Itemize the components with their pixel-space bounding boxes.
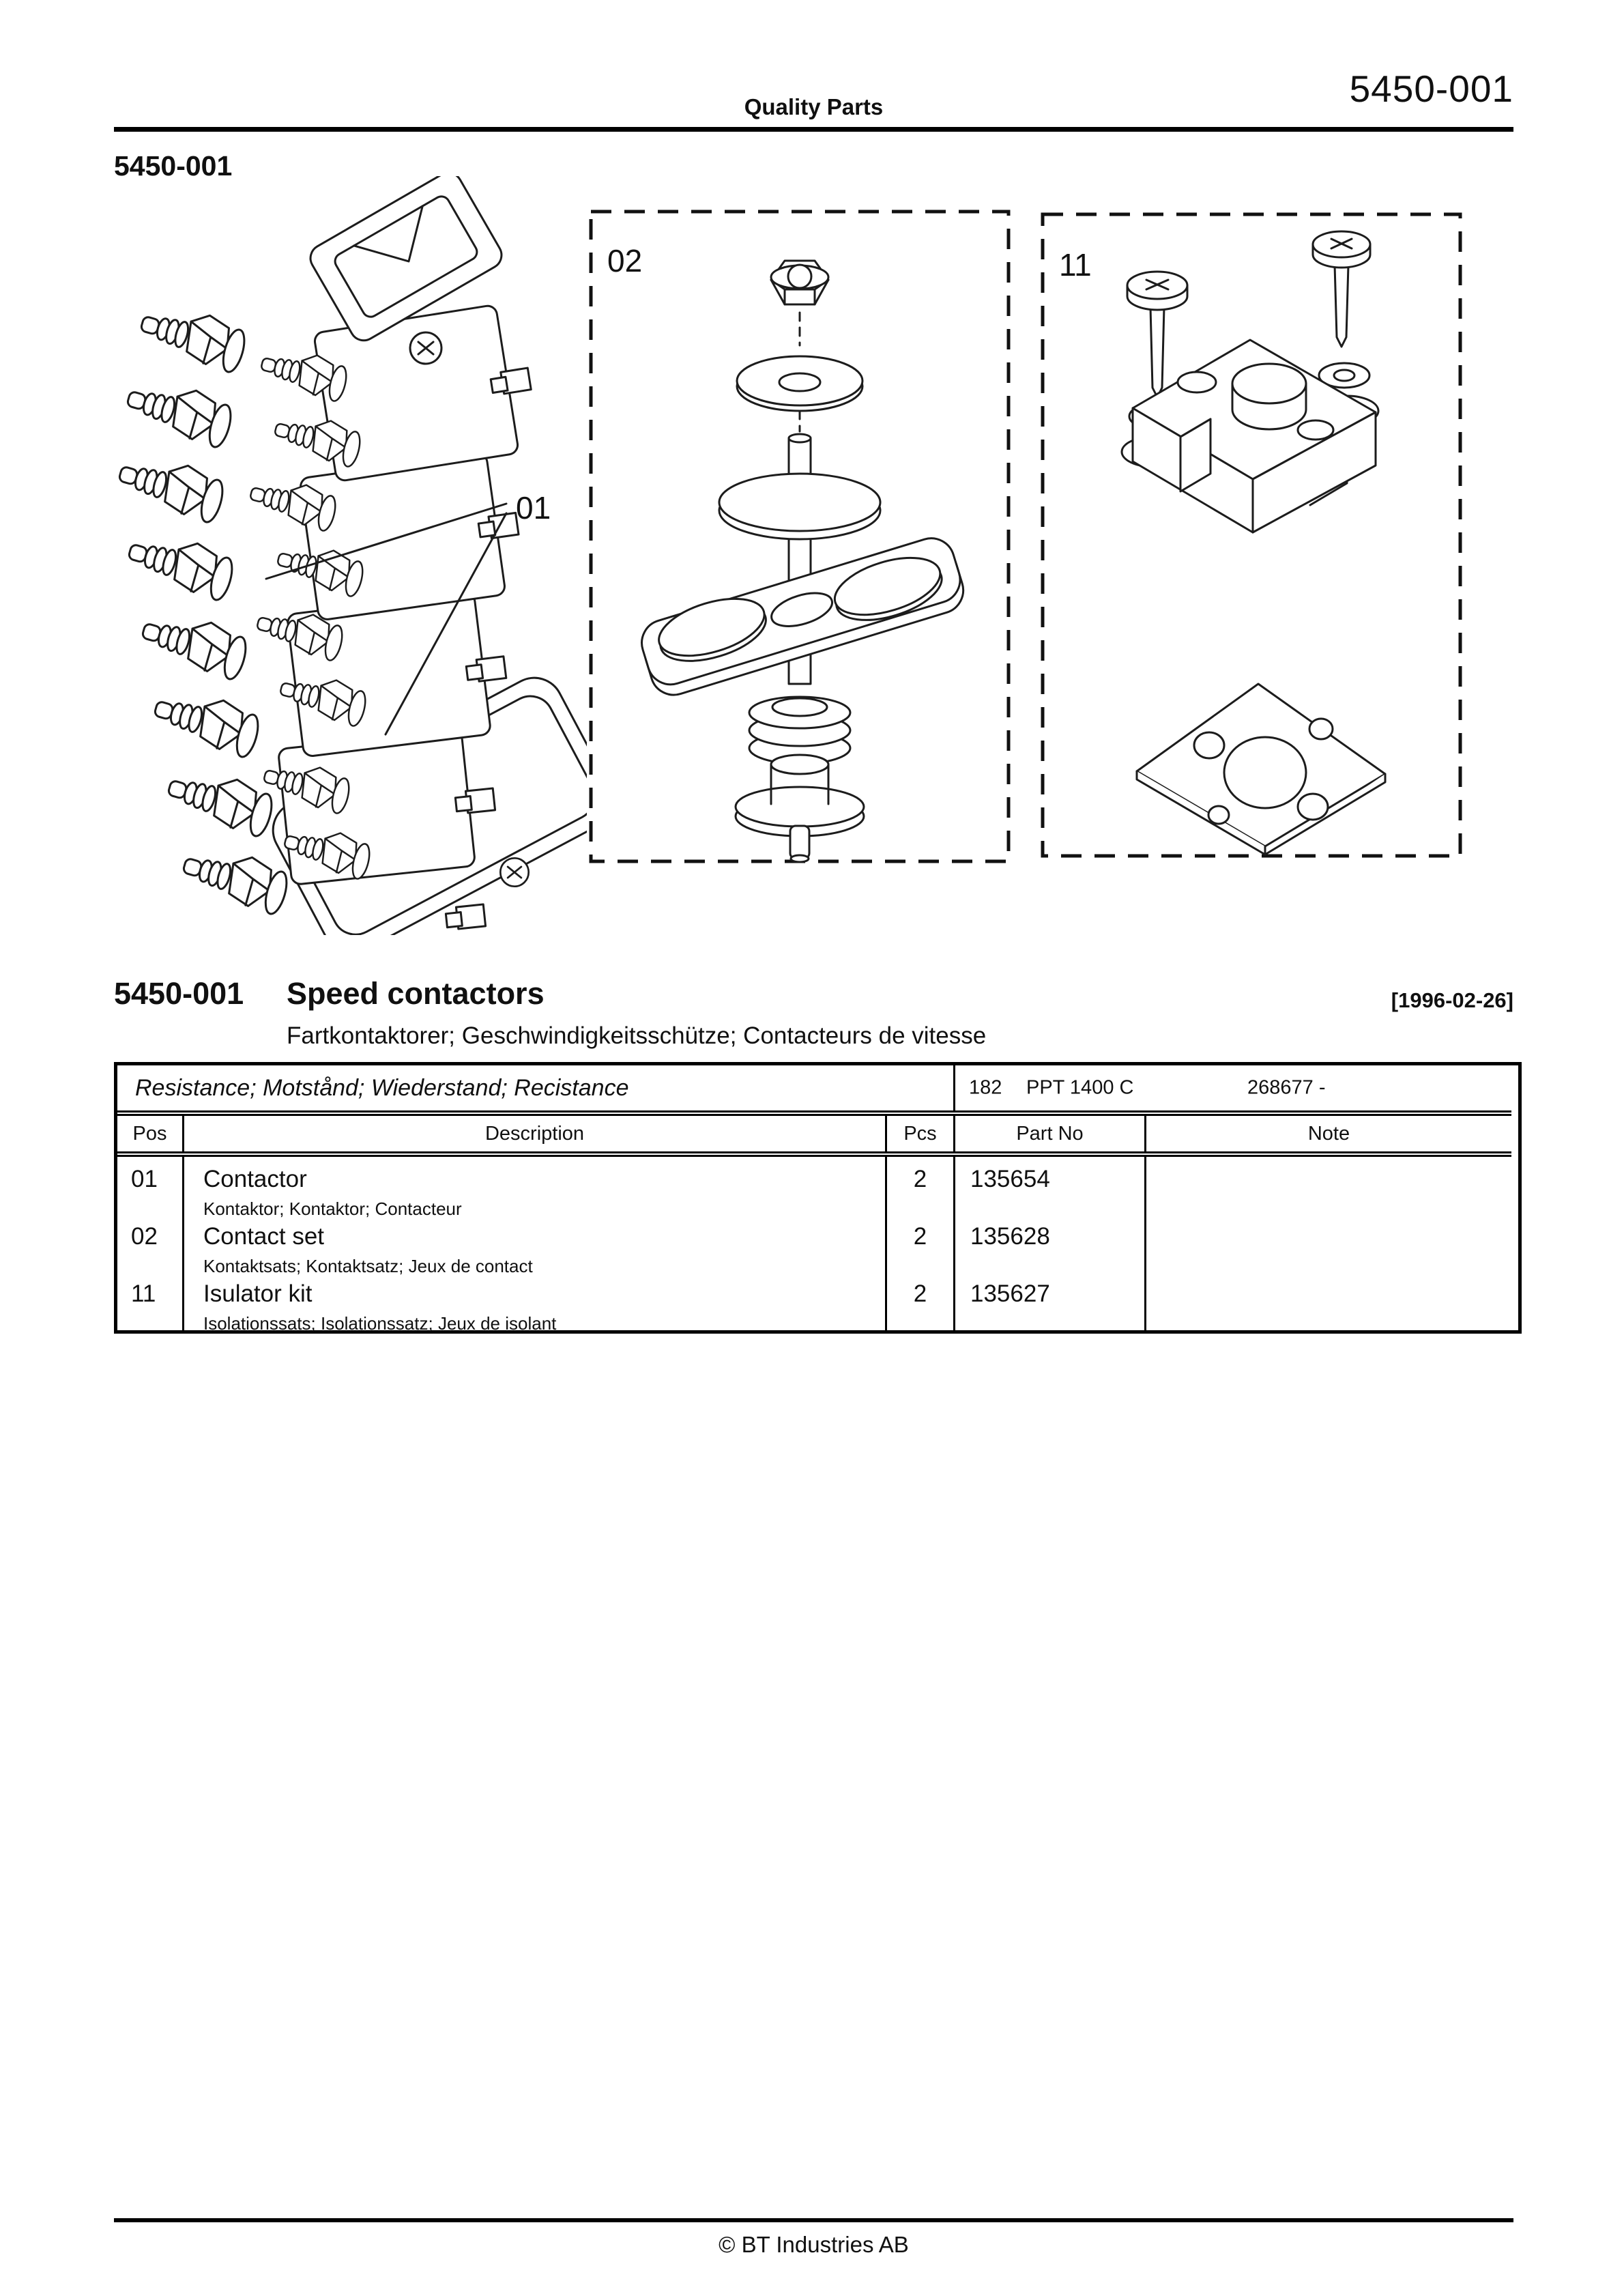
header-rule (114, 127, 1513, 132)
description-main: Contact set (203, 1223, 325, 1250)
body-screw-icon (410, 332, 441, 364)
description-translations: Isolationssats; Isolationssatz; Jeux de isolant (203, 1313, 557, 1334)
column-header-pos: Pos (132, 1122, 167, 1145)
description-translations: Kontaktor; Kontaktor; Contacteur (203, 1199, 462, 1219)
contact-bellows (749, 697, 850, 764)
table-variant: Resistance; Motstånd; Wiederstand; Recistance (135, 1074, 629, 1101)
figure-detail-box-02 (588, 209, 1011, 864)
row-part-no: 135627 (953, 1272, 1144, 1330)
callout-11-label: 11 (1059, 247, 1092, 283)
figure-contactor-assembly (102, 176, 587, 935)
machine-model: PPT 1400 C (1026, 1076, 1134, 1099)
row-description (182, 1157, 885, 1219)
machine-code: 182 (969, 1076, 1002, 1099)
column-header-pcs: Pcs (885, 1116, 953, 1151)
section-date: [1996-02-26] (1391, 988, 1513, 1012)
row-pcs: 2 (885, 1272, 953, 1330)
row-pcs: 2 (885, 1157, 953, 1214)
row-description (182, 1214, 885, 1276)
row-description (182, 1272, 885, 1334)
contact-disc (719, 474, 880, 539)
serial-range: 268677 - (1247, 1076, 1326, 1099)
footer-copyright: © BT Industries AB (719, 2232, 909, 2257)
parts-table (114, 1062, 1522, 1334)
isolator-gasket (1137, 684, 1385, 855)
section-title: Speed contactors (287, 976, 545, 1011)
row-note (1144, 1272, 1511, 1330)
description-main: Isulator kit (203, 1280, 313, 1307)
column-header-part-no: Part No (953, 1116, 1144, 1151)
callout-02-label: 02 (607, 243, 643, 278)
column-header-note: Note (1144, 1116, 1511, 1151)
contact-nut (771, 261, 828, 304)
contact-spool (736, 755, 864, 862)
column-header-description: Description (182, 1116, 885, 1151)
row-pos: 11 (131, 1280, 156, 1307)
section-subtitle: Fartkontaktorer; Geschwindigkeitsschütze; Contacteurs de vitesse (287, 1022, 987, 1049)
row-part-no: 135628 (953, 1214, 1144, 1272)
description-main: Contactor (203, 1166, 307, 1192)
table-machine-info (953, 1065, 1511, 1110)
row-note (1144, 1214, 1511, 1272)
section-number: 5450-001 (114, 976, 244, 1011)
row-part-no: 135654 (953, 1157, 1144, 1214)
figure-detail-box-11 (1040, 212, 1463, 859)
row-pos: 02 (131, 1223, 158, 1250)
body-screw-icon (500, 858, 528, 886)
contact-washer (737, 356, 862, 411)
page-title: Quality Parts (744, 94, 884, 119)
table-separator (117, 1110, 1511, 1116)
page-doc-number: 5450-001 (1349, 68, 1513, 110)
row-note (1144, 1157, 1511, 1214)
description-translations: Kontaktsats; Kontaktsatz; Jeux de contact (203, 1256, 533, 1276)
table-separator (117, 1151, 1511, 1157)
row-pcs: 2 (885, 1214, 953, 1272)
figure-section-label: 5450-001 (114, 150, 233, 182)
isolator-screw-right (1313, 231, 1370, 347)
footer-rule (114, 2218, 1513, 2222)
row-pos: 01 (131, 1166, 158, 1192)
callout-01-label: 01 (516, 490, 551, 526)
assembly-outer-bolts (114, 298, 292, 916)
